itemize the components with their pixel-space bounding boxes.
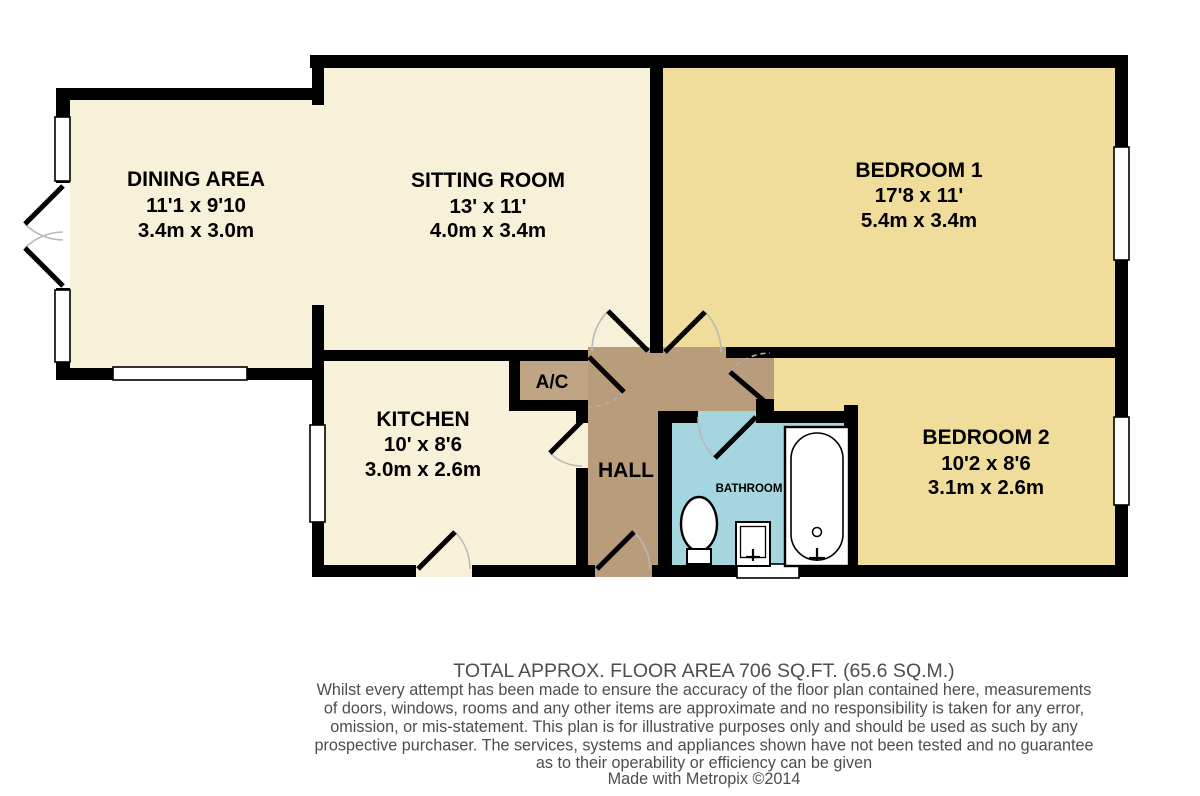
room-size-imperial: 10' x 8'6 [383, 433, 463, 456]
bathtub-icon [785, 427, 849, 566]
room-floors [70, 68, 1115, 577]
ac-closet-label: A/C [535, 372, 569, 393]
room-size-metric: 3.1m x 2.6m [927, 476, 1045, 499]
room-size-imperial: 10'2 x 8'6 [941, 452, 1031, 475]
room-name: KITCHEN [376, 408, 470, 431]
window [55, 117, 70, 181]
toilet-icon [681, 497, 717, 564]
room-size-metric: 5.4m x 3.4m [860, 209, 978, 232]
room-name: BEDROOM 2 [922, 426, 1050, 449]
room-size-imperial: 11'1 x 9'10 [146, 194, 246, 217]
room-name: BEDROOM 1 [855, 159, 983, 182]
disclaimer-line: Whilst every attempt has been made to ensure the accuracy of the floor plan contained here, measurements [316, 681, 1092, 699]
room-name: SITTING ROOM [411, 169, 565, 192]
metropix-credit-text: Made with Metropix ©2014 [607, 770, 801, 788]
disclaimer-line: prospective purchaser. The services, systems and appliances shown have not been tested and no guarantee [314, 736, 1094, 755]
disclaimer-line: omission, or mis-statement. This plan is for illustrative purposes only and should be used as such by any [330, 718, 1078, 736]
disclaimer-line: of doors, windows, rooms and any other items are approximate and no responsibility is taken for any error, [323, 699, 1085, 718]
window [113, 367, 247, 380]
window [310, 425, 325, 522]
footer [315, 660, 1094, 788]
bedroom-1-floor [663, 68, 1115, 347]
total-area-text: TOTAL APPROX. FLOOR AREA 706 SQ.FT. (65.6 SQ.M.) [453, 660, 955, 682]
french-door-opening [56, 183, 70, 288]
room-size-imperial: 17'8 x 11' [874, 184, 964, 207]
room-size-metric: 3.4m x 3.0m [137, 219, 255, 242]
window [55, 290, 70, 362]
window [1114, 417, 1129, 505]
room-size-metric: 3.0m x 2.6m [364, 458, 482, 481]
open-archway [312, 105, 324, 305]
disclaimer-line: as to their operability or efficiency can be given [535, 754, 873, 772]
sink-icon [736, 522, 770, 566]
room-label-dining-area [127, 168, 265, 242]
room-size-imperial: 13' x 11' [449, 195, 527, 218]
window [1114, 147, 1129, 260]
room-size-metric: 4.0m x 3.4m [429, 219, 547, 242]
room-label-bedroom-2 [922, 426, 1049, 499]
bathroom-label: BATHROOM [715, 483, 783, 495]
room-name: DINING AREA [126, 168, 266, 191]
hall-label: HALL [598, 459, 654, 482]
